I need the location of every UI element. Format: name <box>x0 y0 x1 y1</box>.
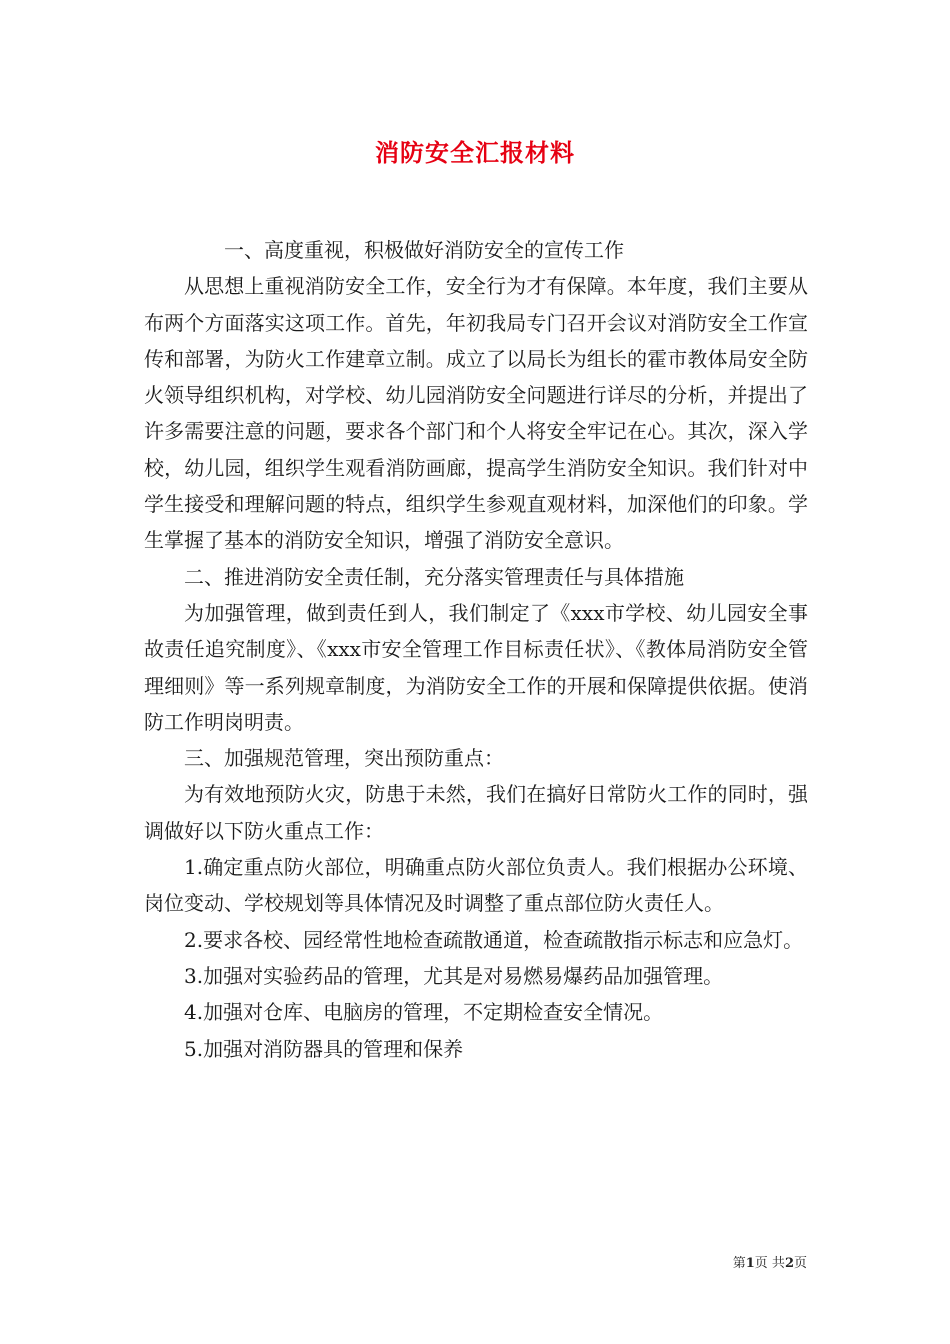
footer-prefix: 第 <box>732 1256 746 1271</box>
list-item: 2.要求各校、园经常性地检查疏散通道，检查疏散指示标志和应急灯。 <box>184 927 804 952</box>
paragraph: 从思想上重视消防安全工作，安全行为才有保障。本年度，我们主要从布两个方面落实这项工作。首先，年初我局专门召开会议对消防安全工作宣传和部署，为防火工作建章立制。成立了以局长为组长的霍市教体局安全防火领导组织机构，对学校、幼儿园消防安全问题进行详尽的分析，并提出了许多需要注意的问题，要求各个部门和个人将安全牢记在心。其次，深入学校，幼儿园，组织学生观看消防画廊，提高学生消防安全知识。我们针对中学生接受和理解问题的特点，组织学生参观直观材料，加深他们的印象。学生掌握了基本的消防安全知识，增强了消防安全意识。 <box>144 274 808 553</box>
page-footer <box>733 1252 807 1271</box>
document-body <box>144 232 808 1067</box>
list-item: 5.加强对消防器具的管理和保养 <box>184 1036 464 1061</box>
footer-middle: 页 共 <box>754 1256 785 1271</box>
total-pages-number: 2 <box>784 1256 794 1271</box>
list-item: 3.加强对实验药品的管理，尤其是对易燃易爆药品加强管理。 <box>184 963 724 988</box>
paragraph: 为有效地预防火灾，防患于未然，我们在搞好日常防火工作的同时，强调做好以下防火重点工作： <box>144 782 808 843</box>
current-page-number: 1 <box>745 1256 755 1271</box>
footer-suffix: 页 <box>793 1256 807 1271</box>
paragraph: 为加强管理，做到责任到人，我们制定了《xxx市学校、幼儿园安全事故责任追究制度》、《xxx市安全管理工作目标责任状》、《教体局消防安全管理细则》等一系列规章制度，为消防安全工作的开展和保障提供依据。使消防工作明岗明责。 <box>144 600 808 734</box>
document-title: 消防安全汇报材料 <box>375 138 575 167</box>
section-heading-3: 三、加强规范管理，突出预防重点： <box>184 746 504 771</box>
section-heading-2: 二、推进消防安全责任制，充分落实管理责任与具体措施 <box>184 564 684 589</box>
list-item: 1.确定重点防火部位，明确重点防火部位负责人。我们根据办公环境、岗位变动、学校规划等具体情况及时调整了重点部位防火责任人。 <box>144 855 808 916</box>
list-item: 4.加强对仓库、电脑房的管理，不定期检查安全情况。 <box>184 1000 664 1025</box>
section-heading-1: 一、高度重视，积极做好消防安全的宣传工作 <box>224 238 624 262</box>
